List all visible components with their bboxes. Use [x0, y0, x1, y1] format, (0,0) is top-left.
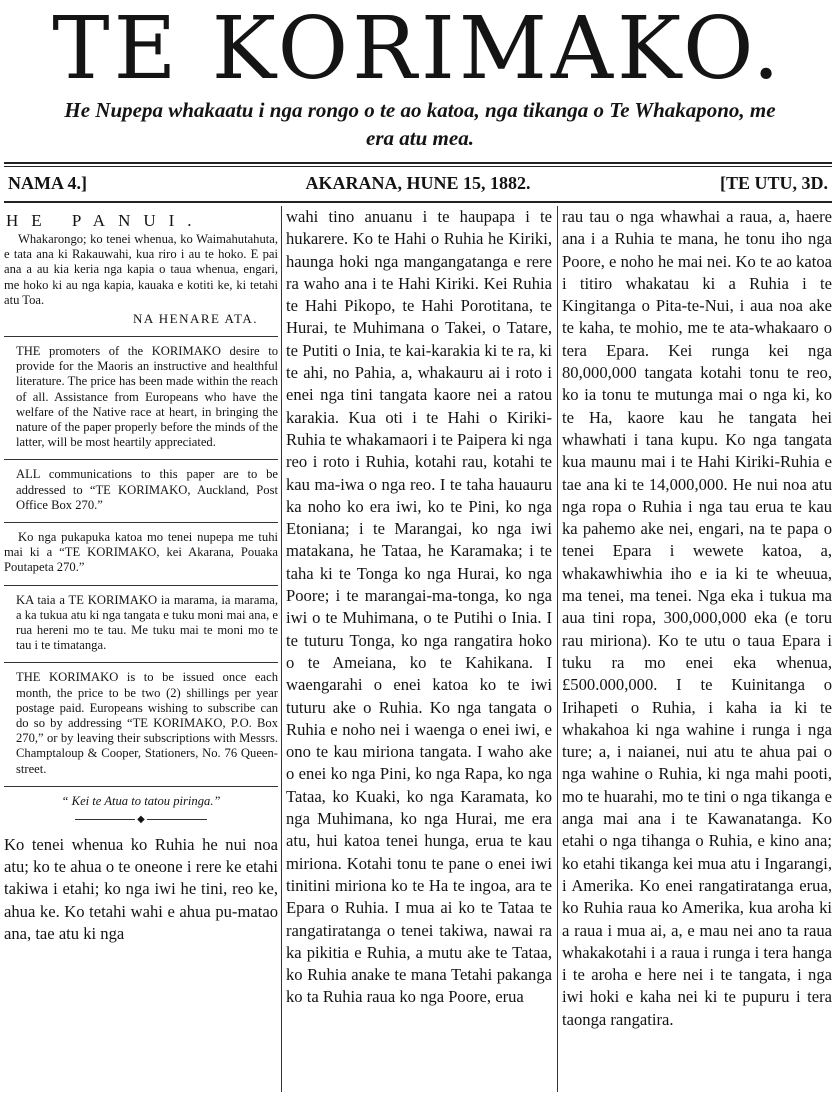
- masthead-subtitle: He Nupepa whakaatu i nga rongo o te ao katoa, nga tikanga o Te Whakapono, me era atu mea.: [64, 98, 776, 150]
- dateline: [4, 173, 832, 199]
- taia-notice: [4, 593, 278, 654]
- article-text-b: wahi tino anuanu i te haupapa i te hukarere. Ko te Hahi o Ruhia he Kiriki, haunga hoki nga mangangatanga e rere ra waho ana i te Hahi Kiriki. Kei Ruhia te Hahi Pikopo, te Hahi Porotitana, te Hurai, te Muhimana o Takei, o Tatare, te Putiti o Inia, te kai-karakia ki te ra, ki te ahi, no Pahia, a, whakauru ai i roto i enei nga tini tangata kaore nei a ratou karakia. Kua oti i te Hahi o Kiriki-Ruhia te whakamaori i te Paipera ki nga reo i roto i Ruhia, kotahi rau, kotahi te kau ma-iwa o nga reo. I te taha hauauru ka noho ko era iwi, ko te Pini, ko nga Etoniana; i te Marangai, ko nga iwi matakana, he Tataa, he Karamaka; i te taha ki te Tonga ko nga Hurai, ko nga Poore; i te marangai-ma-tonga, ko nga iwi o te Muhimana, o te Putihi o Inia. I te tuturu Tonga, ko nga rangatira hoko o te Ameiana, ko te Kahikana. I waengarahi o enei katoa ko te iwi tuturu ake o Ruhia. Ko nga tangata o Ruhia e noho nei i waenga o enei iwi, e ono te kau miriona tangata. I waho ake o enei ko nga Pini, ko nga Rapa, ko nga Tataa, ko Kuaki, ko nga Karamata, ko nga Muhimana, ko nga Hurai, me era atu, hui katoa tenei hunga, erua te kau miriona. Kotahi tonu te pane o enei iwi tinitini miriona ko te Ha te ingoa, ara te Epara o Ruhia. I mua ai ko te Tataa te rangatiratanga o tenei takiwa, nawai ra ka pikitia e Ruhia, a mutu ake te Tataa, ko Ruhia anake te mana Tetahi pakanga ko ta Ruhia raua ko nga Poore, erua: [286, 207, 552, 1007]
- pukapuka-text: Ko nga pukapuka katoa mo tenei nupepa me tuhi mai ki a “TE KORIMAKO, kei Akarana, Pouaka Poutapeta 270.”: [4, 530, 278, 575]
- column-divider-2: [557, 206, 558, 1092]
- top-rule: [4, 162, 832, 164]
- notice-text: Whakarongo; ko tenei whenua, ko Waimahutahuta, e tata ana ki Rakauwahi, kua riro i au te hoko. E pai ana a au kia keria nga kapia o taua whenua, engari, me hoko ki au nga kapia, kauaka e kotiti ke, ki tetahi atu Toa.: [4, 232, 278, 307]
- separator: [4, 662, 278, 663]
- notice-heading: HE PANUI.: [6, 211, 205, 230]
- masthead-title: TE KORIMAKO.: [52, 0, 784, 99]
- communications-text: ALL communications to this paper are to be addressed to “TE KORIMAKO, Auckland, Post Office Box 270.”: [16, 467, 278, 512]
- communications-notice: [4, 467, 278, 513]
- article-text-c: rau tau o nga whawhai a raua, a, haere ana i a Ruhia te mana, he tonu iho nga Poore, e noho he mai nei. Ko te ao katoa i titiro whakatau ki a Ruhia i te Kingitanga o Pita-te-Nui, i aua noa ake te kaha, te mohio, me te ata-whakaaro o tera Epara. Kei runga kei nga 80,000,000 tangata kotahi tonu te reo, ko ia tonu te mutunga mai o nga ki, ko te Ha, kaore kau he tangata hei whawhati i tana kupu. Ko nga tangata kua maunu mai i te Hahi Kiriki-Ruhia e tae ana ki te 14,000,000. He nui noa atu nga ropa o Ruhia i nga tau erua te kau ka pahemo ake nei, engari, na te papa o tenei Epara i wewete katoa, a, whakawhiwhia iho e ia ki te wheuua, ma tenei, ma tenei. Nga eka i tukua ma aua tini ropa, 300,000,000 eka (e toru rau miriona). Ko te utu o taua Epara i tuku ra mo enei eka whenua, £500.000,000. I te Kuinitanga o Irihapeti o Ruhia, i kaha ia ki te whakahoa ki nga wahine i runga i nga ture; a, i naianei, nui atu te ahua pai o nga wahine o Ruhia, ki nga mahi pooti, mo te huarahi, mo te tini o nga tikanga e anga mai ana i te Kawanatanga. Ko etahi o nga tihanga o Ruhia, e kino ana; ko etahi tikanga kei mua atu i Ingarangi, i Amerika. Ko enei rangatiratanga erua, ko Ruhia raua ko Amerika, kua aroha ki a raua i mua ai, a, e mau nei ano ta raua whakakotahi i a raua i runga i tera hanga i te aroha e here nei i te tangata, i nga iwi hoki e kaha nei ki te pupuru i tera taonga rangatira.: [562, 207, 832, 1029]
- separator: [4, 522, 278, 523]
- column-divider-1: [281, 206, 282, 1092]
- column-c: [562, 206, 832, 1092]
- article-start: [4, 834, 278, 945]
- price: [TE UTU, 3D.: [719, 173, 828, 193]
- separator: [4, 336, 278, 337]
- promoters-text: THE promoters of the KORIMAKO desire to provide for the Maoris an instructive and healthful literature. The price has been made within the reach of all. Assistance from Europeans who have the welfare of the Native race at heart, in bringing the nature of the paper properly before the minds of the latter, will be most heartily appreciated.: [16, 344, 278, 450]
- separator: [4, 459, 278, 460]
- place-date: AKARANA, HUNE 15, 1882.: [305, 173, 531, 193]
- top-rule-thin: [4, 166, 832, 167]
- separator: [4, 786, 278, 787]
- issued-notice: [4, 670, 278, 776]
- taia-text: KA taia a TE KORIMAKO ia marama, ia marama, a ka tukua atu ki nga tangata e tuku moni mai ana, e rua hereni mo te tau. Me tuku mai te moni mo te tau i te timatanga.: [16, 592, 278, 653]
- motto: “ Kei te Atua to tatou piringa.”: [61, 793, 221, 808]
- column-a: [4, 206, 278, 1092]
- article-start-text: Ko tenei whenua ko Ruhia he nui noa atu; ko te ahua o te oneone i rere ke etahi takiwa i etahi; ko nga iwi he tini, reo ke, ahua ke. Ko tetahi wahi e ahua pu-matao ana, tae atu ki nga: [4, 834, 278, 944]
- notice-body: [4, 232, 278, 308]
- article-continued-c: [562, 206, 832, 1031]
- issued-text: THE KORIMAKO is to be issued once each month, the price to be two (2) shillings per year postage paid. Europeans wishing to subscribe can do so by addressing “TE KORIMAKO, P.O. Box 270,” or by leaving their subscriptions with Messrs. Champtaloup & Cooper, Stationers, No. 76 Queen-street.: [16, 670, 278, 776]
- article-continued-b: [286, 206, 552, 1009]
- notice-signature: NA HENARE ATA.: [132, 311, 258, 327]
- ornament-rule: ◆: [4, 814, 278, 826]
- pukapuka-notice: [4, 530, 278, 576]
- separator: [4, 585, 278, 586]
- promoters-notice: [4, 344, 278, 450]
- issue-number: NAMA 4.]: [8, 173, 87, 193]
- dateline-rule: [4, 201, 832, 203]
- column-b: [286, 206, 552, 1092]
